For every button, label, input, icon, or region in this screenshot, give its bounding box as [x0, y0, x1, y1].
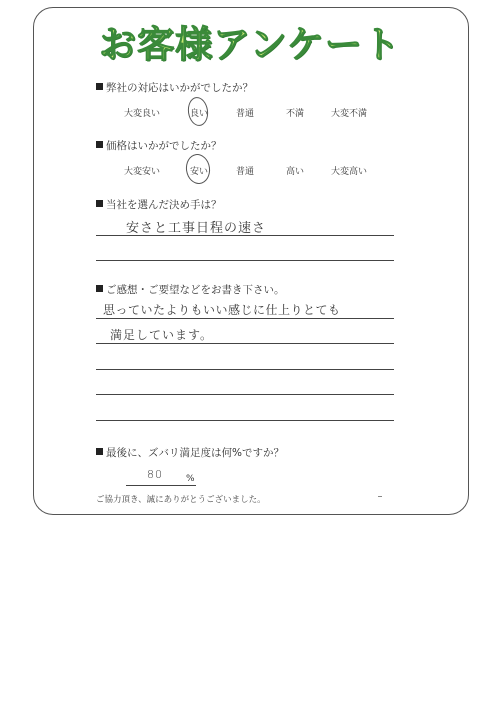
question-feedback-label: ご感想・ご要望などをお書き下さい。 — [106, 284, 285, 296]
answer-line — [96, 369, 394, 370]
answer-line — [96, 420, 394, 421]
answer-line — [96, 260, 394, 261]
percent-unit: % — [186, 474, 195, 484]
question-reason — [96, 197, 222, 212]
option-very-good[interactable]: 大変良い — [124, 109, 161, 119]
bullet-square-icon — [96, 83, 103, 90]
question-reason-label: 当社を選んだ決め手は？ — [106, 199, 222, 211]
option-cheap[interactable]: 安い — [190, 167, 209, 177]
question-price-label: 価格はいかがでしたか？ — [106, 140, 222, 152]
bullet-square-icon — [96, 285, 103, 292]
option-very-dissatisfied[interactable]: 大変不満 — [331, 109, 368, 119]
satisfaction-handwritten-value[interactable]: 80 — [147, 468, 163, 481]
option-expensive[interactable]: 高い — [286, 167, 305, 177]
answer-line — [96, 318, 394, 319]
option-very-cheap[interactable]: 大変安い — [124, 167, 161, 177]
reason-handwritten-answer[interactable]: 安さと工事日程の速さ — [126, 221, 267, 236]
bullet-square-icon — [96, 200, 103, 207]
option-dissatisfied[interactable]: 不満 — [286, 109, 305, 119]
option-good[interactable]: 良い — [190, 109, 209, 119]
feedback-handwritten-line1[interactable]: 思っていたよりもいい感じに仕上りとても — [103, 303, 341, 317]
question-service — [96, 80, 253, 95]
option-normal[interactable]: 普通 — [236, 109, 255, 119]
answer-line — [96, 343, 394, 344]
option-normal-price[interactable]: 普通 — [236, 167, 255, 177]
satisfaction-answer-line — [126, 485, 196, 486]
question-service-label: 弊社の対応はいかがでしたか？ — [106, 82, 253, 94]
answer-line — [96, 235, 394, 236]
answer-line — [96, 394, 394, 395]
thanks-message: ご協力頂き、誠にありがとうございました。 — [96, 495, 266, 505]
feedback-handwritten-line2[interactable]: 満足しています。 — [110, 328, 214, 342]
question-feedback — [96, 282, 285, 297]
bullet-square-icon — [96, 448, 103, 455]
footer-mark — [378, 496, 382, 497]
option-very-expensive[interactable]: 大変高い — [331, 167, 368, 177]
question-satisfaction — [96, 445, 284, 460]
survey-title: お客様アンケート — [99, 23, 401, 66]
question-price — [96, 138, 222, 153]
question-satisfaction-label: 最後に、ズバリ満足度は何%ですか？ — [106, 447, 284, 459]
bullet-square-icon — [96, 141, 103, 148]
